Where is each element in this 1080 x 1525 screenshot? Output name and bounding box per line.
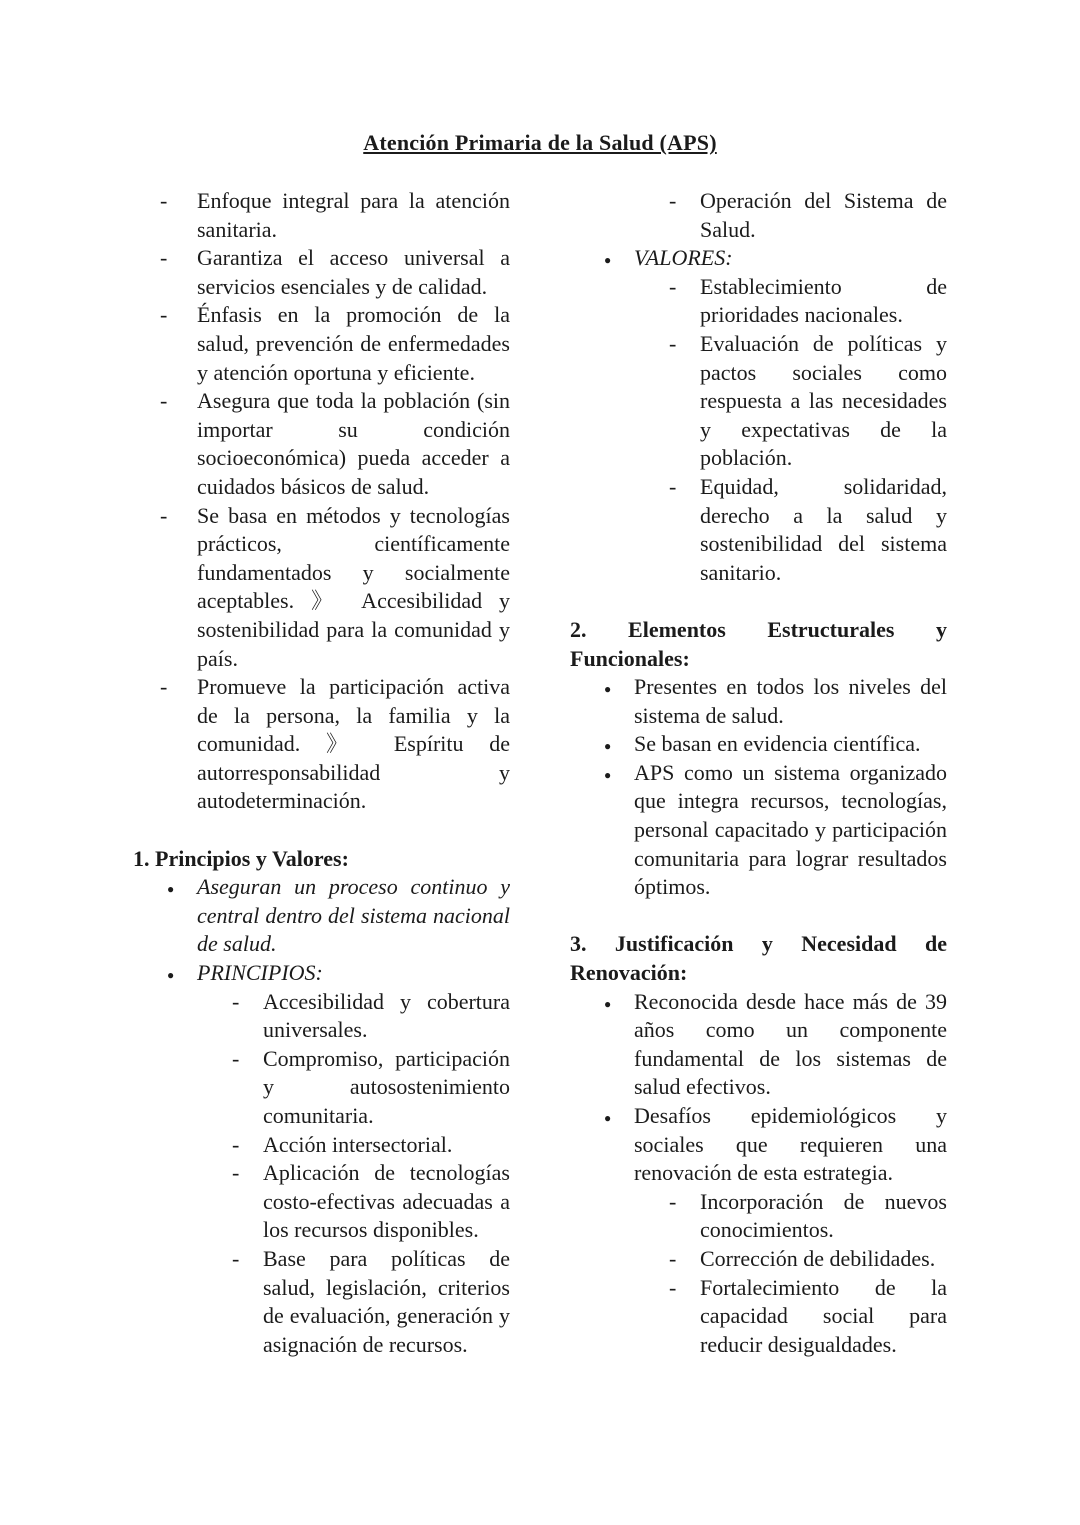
list-item-text: Base para políticas de salud, legislación, criterios de evaluación, generación y asignación de recursos. <box>263 1245 510 1357</box>
round-bullet-icon: ● <box>604 767 612 782</box>
section-3-heading: 3. Justificación y Necesidad de Renovación: <box>570 931 947 986</box>
dash-bullet-icon: - <box>160 502 168 528</box>
list-item-text: Garantiza el acceso universal a servicios esenciales y de calidad. <box>197 245 510 299</box>
list-item <box>133 1159 510 1245</box>
dash-bullet-icon: - <box>669 330 677 356</box>
list-item <box>570 1245 947 1274</box>
section-2-heading: 2. Elementos Estructurales y Funcionales: <box>570 616 947 671</box>
round-bullet-icon: ● <box>604 739 612 754</box>
dash-bullet-icon: - <box>232 988 240 1014</box>
list-item-text: Accesibilidad y cobertura universales. <box>263 988 510 1043</box>
list-item <box>570 988 947 1102</box>
round-bullet-icon: ● <box>604 253 612 268</box>
list-item <box>133 502 510 674</box>
list-item <box>133 187 510 244</box>
list-item <box>133 1045 510 1131</box>
list-item <box>570 730 947 759</box>
list-item <box>133 988 510 1045</box>
list-item-text: Equidad, solidaridad, derecho a la salud y sostenibilidad del sistema sanitario. <box>700 473 947 585</box>
list-item <box>133 387 510 501</box>
list-item-text: Acción intersectorial. <box>263 1131 453 1157</box>
list-item-text: Enfoque integral para la atención sanitaria. <box>197 188 510 242</box>
dash-bullet-icon: - <box>232 1160 240 1186</box>
list-item <box>133 1131 510 1160</box>
dash-bullet-icon: - <box>160 302 168 328</box>
dash-bullet-icon: - <box>160 245 168 271</box>
round-bullet-icon: ● <box>167 968 175 983</box>
dash-bullet-icon: - <box>669 273 677 299</box>
list-item-text: Aplicación de tecnologías costo-efectivas adecuadas a los recursos disponibles. <box>263 1160 510 1243</box>
list-item <box>570 759 947 902</box>
round-bullet-icon: ● <box>167 882 175 897</box>
list-item-text: Fortalecimiento de la capacidad social para reducir desigualdades. <box>700 1274 947 1357</box>
list-item <box>570 1188 947 1245</box>
dash-bullet-icon: - <box>669 473 677 499</box>
list-item-text: Corrección de debilidades. <box>700 1245 936 1271</box>
list-item <box>570 1102 947 1188</box>
list-item <box>133 673 510 816</box>
list-item <box>570 673 947 730</box>
dash-bullet-icon: - <box>669 188 677 213</box>
list-item-text: Énfasis en la promoción de la salud, prevención de enfermedades y atención oportuna y eficiente. <box>197 302 510 385</box>
dash-bullet-icon: - <box>669 1245 677 1271</box>
list-item <box>570 273 947 330</box>
list-item-text: Reconocida desde hace más de 39 años como un componente fundamental de los sistemas de salud efectivos. <box>634 988 947 1100</box>
round-bullet-icon: ● <box>604 996 612 1011</box>
list-item-text: Compromiso, participación y autosostenimiento comunitaria. <box>263 1045 510 1128</box>
list-item-text: Evaluación de políticas y pactos sociales como respuesta a las necesidades y expectativas de la población. <box>700 330 947 471</box>
dash-bullet-icon: - <box>232 1131 240 1157</box>
dash-bullet-icon: - <box>160 188 168 213</box>
document-title: Atención Primaria de la Salud (APS) <box>363 130 717 155</box>
list-item-text: Establecimiento de prioridades nacionales. <box>700 273 947 328</box>
list-item-text: Se basan en evidencia científica. <box>634 731 921 757</box>
list-item-text: Asegura que toda la población (sin importar su condición socioeconómica) pueda acceder a cuidados básicos de salud. <box>197 388 510 499</box>
dash-bullet-icon: - <box>160 674 168 700</box>
dash-bullet-icon: - <box>160 388 168 414</box>
list-item-text: Desafíos epidemiológicos y sociales que requieren una renovación de esta estrategia. <box>634 1103 947 1186</box>
list-item <box>570 1274 947 1360</box>
section-1-heading: 1. Principios y Valores: <box>133 845 349 871</box>
dash-bullet-icon: - <box>232 1045 240 1071</box>
round-bullet-icon: ● <box>604 1111 612 1125</box>
list-item-text: Se basa en métodos y tecnologías prácticos, científicamente fundamentados y socialmente aceptables. 》 Accesibilidad y sostenibilidad para la comunidad y país. <box>197 502 510 671</box>
list-item <box>133 959 510 988</box>
right-column <box>570 187 947 1359</box>
valores-label: VALORES: <box>634 245 733 271</box>
list-item <box>133 301 510 387</box>
round-bullet-icon: ● <box>604 682 612 697</box>
list-item <box>570 244 947 273</box>
dash-bullet-icon: - <box>232 1245 240 1271</box>
list-item <box>133 1245 510 1359</box>
dash-bullet-icon: - <box>669 1274 677 1300</box>
list-item-text: APS como un sistema organizado que integra recursos, tecnologías, personal capacitado y participación comunitaria para lograr resultados óptimos. <box>634 759 947 900</box>
list-item-text: Aseguran un proceso continuo y central dentro del sistema nacional de salud. <box>197 874 510 957</box>
list-item-text: Promueve la participación activa de la persona, la familia y la comunidad. 》 Espíritu de autorresponsabilidad y autodeterminación. <box>197 674 510 814</box>
principios-label: PRINCIPIOS: <box>197 960 323 986</box>
list-item <box>570 187 947 244</box>
left-column <box>133 187 510 1359</box>
list-item <box>570 473 947 587</box>
list-item-text: Presentes en todos los niveles del sistema de salud. <box>634 674 947 728</box>
list-item <box>570 330 947 473</box>
list-item-text: Operación del Sistema de Salud. <box>700 188 947 242</box>
list-item <box>133 244 510 301</box>
dash-bullet-icon: - <box>669 1188 677 1214</box>
list-item-text: Incorporación de nuevos conocimientos. <box>700 1188 947 1243</box>
list-item <box>133 873 510 959</box>
